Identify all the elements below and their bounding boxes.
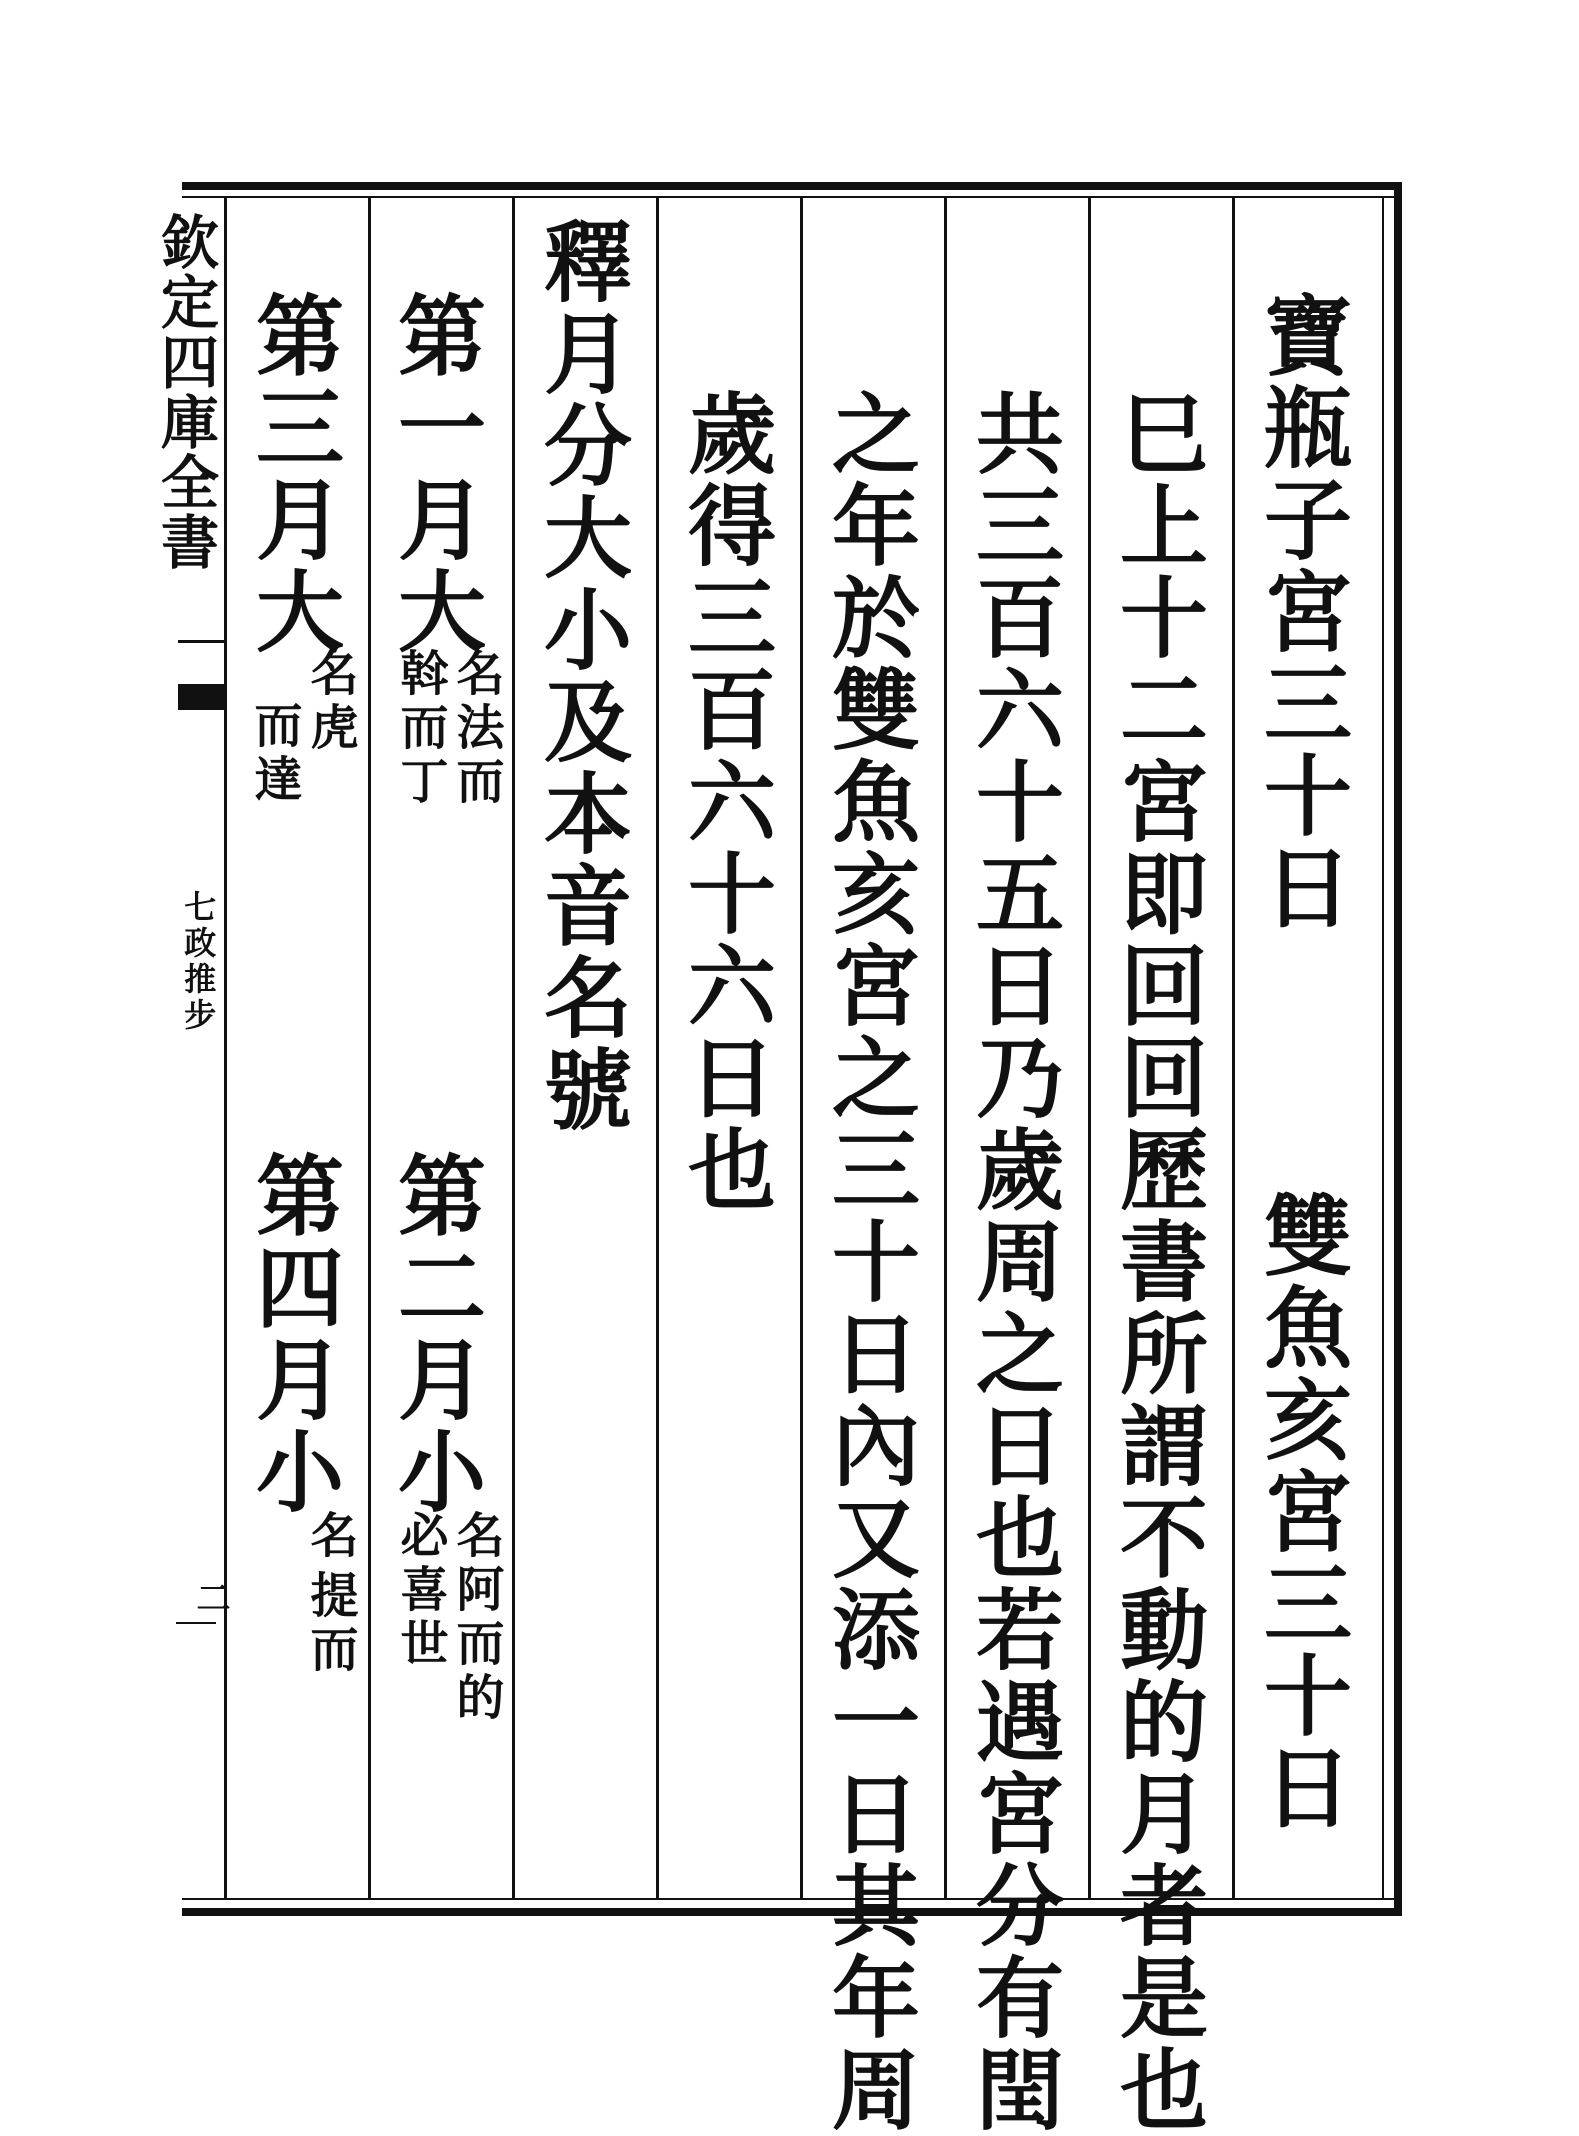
text-column-7-lower: 第二月小	[384, 1150, 488, 1518]
note-column-7-upper-left: 斡而丁	[392, 648, 448, 810]
text-column-7-upper: 第一月大	[384, 290, 488, 658]
note-column-7-lower-right: 名阿而的	[448, 1510, 504, 1726]
text-column-1-lower: 雙魚亥宮三十日	[1250, 1190, 1354, 1834]
note-column-7-lower-left: 必喜世	[392, 1510, 448, 1672]
note-column-8-lower-right: 名	[302, 1510, 358, 1564]
note-column-7-upper-right: 名法而	[448, 648, 504, 810]
column-rule	[800, 196, 803, 1898]
column-rule	[368, 196, 371, 1898]
text-column-8-upper: 第三月大	[242, 290, 346, 658]
page-frame	[179, 182, 1402, 1916]
text-column-8-lower: 第四月小	[242, 1150, 346, 1518]
text-column-5: 歲得三百六十六日也	[674, 388, 778, 1216]
fishtail-mark	[178, 684, 224, 710]
column-rule	[944, 196, 947, 1898]
frame-inner-bottom-line	[182, 1898, 1402, 1900]
note-column-8-lower-left: 提而	[302, 1570, 358, 1678]
column-rule	[1088, 196, 1091, 1898]
column-rule	[656, 196, 659, 1898]
text-column-4: 之年於雙魚亥宮之三十日內又添一日其年周	[818, 388, 922, 2136]
margin-book-title: 欽定四庫全書	[151, 212, 219, 572]
frame-inner-top-line	[182, 196, 1402, 198]
margin-chapter: 七政推步	[179, 890, 218, 1034]
text-column-1-upper: 寶瓶子宮三十日	[1250, 290, 1354, 934]
margin-page-number: 二	[190, 1580, 230, 1614]
frame-inner-right-line	[1382, 196, 1384, 1898]
text-column-2: 巳上十二宮即回回歷書所謂不動的月者是也	[1106, 388, 1210, 2136]
text-column-6: 釋月分大小及本音名號	[530, 216, 634, 1136]
text-column-3: 共三百六十五日乃歲周之日也若遇宮分有閏	[962, 388, 1066, 2136]
column-rule	[512, 196, 515, 1898]
note-column-8-upper-left: 而達	[246, 700, 302, 808]
column-rule	[1232, 196, 1235, 1898]
column-rule	[224, 196, 227, 1898]
note-column-8-upper-right: 名虎	[302, 648, 358, 756]
margin-page-rule	[176, 1622, 216, 1624]
margin-separator	[178, 640, 224, 643]
